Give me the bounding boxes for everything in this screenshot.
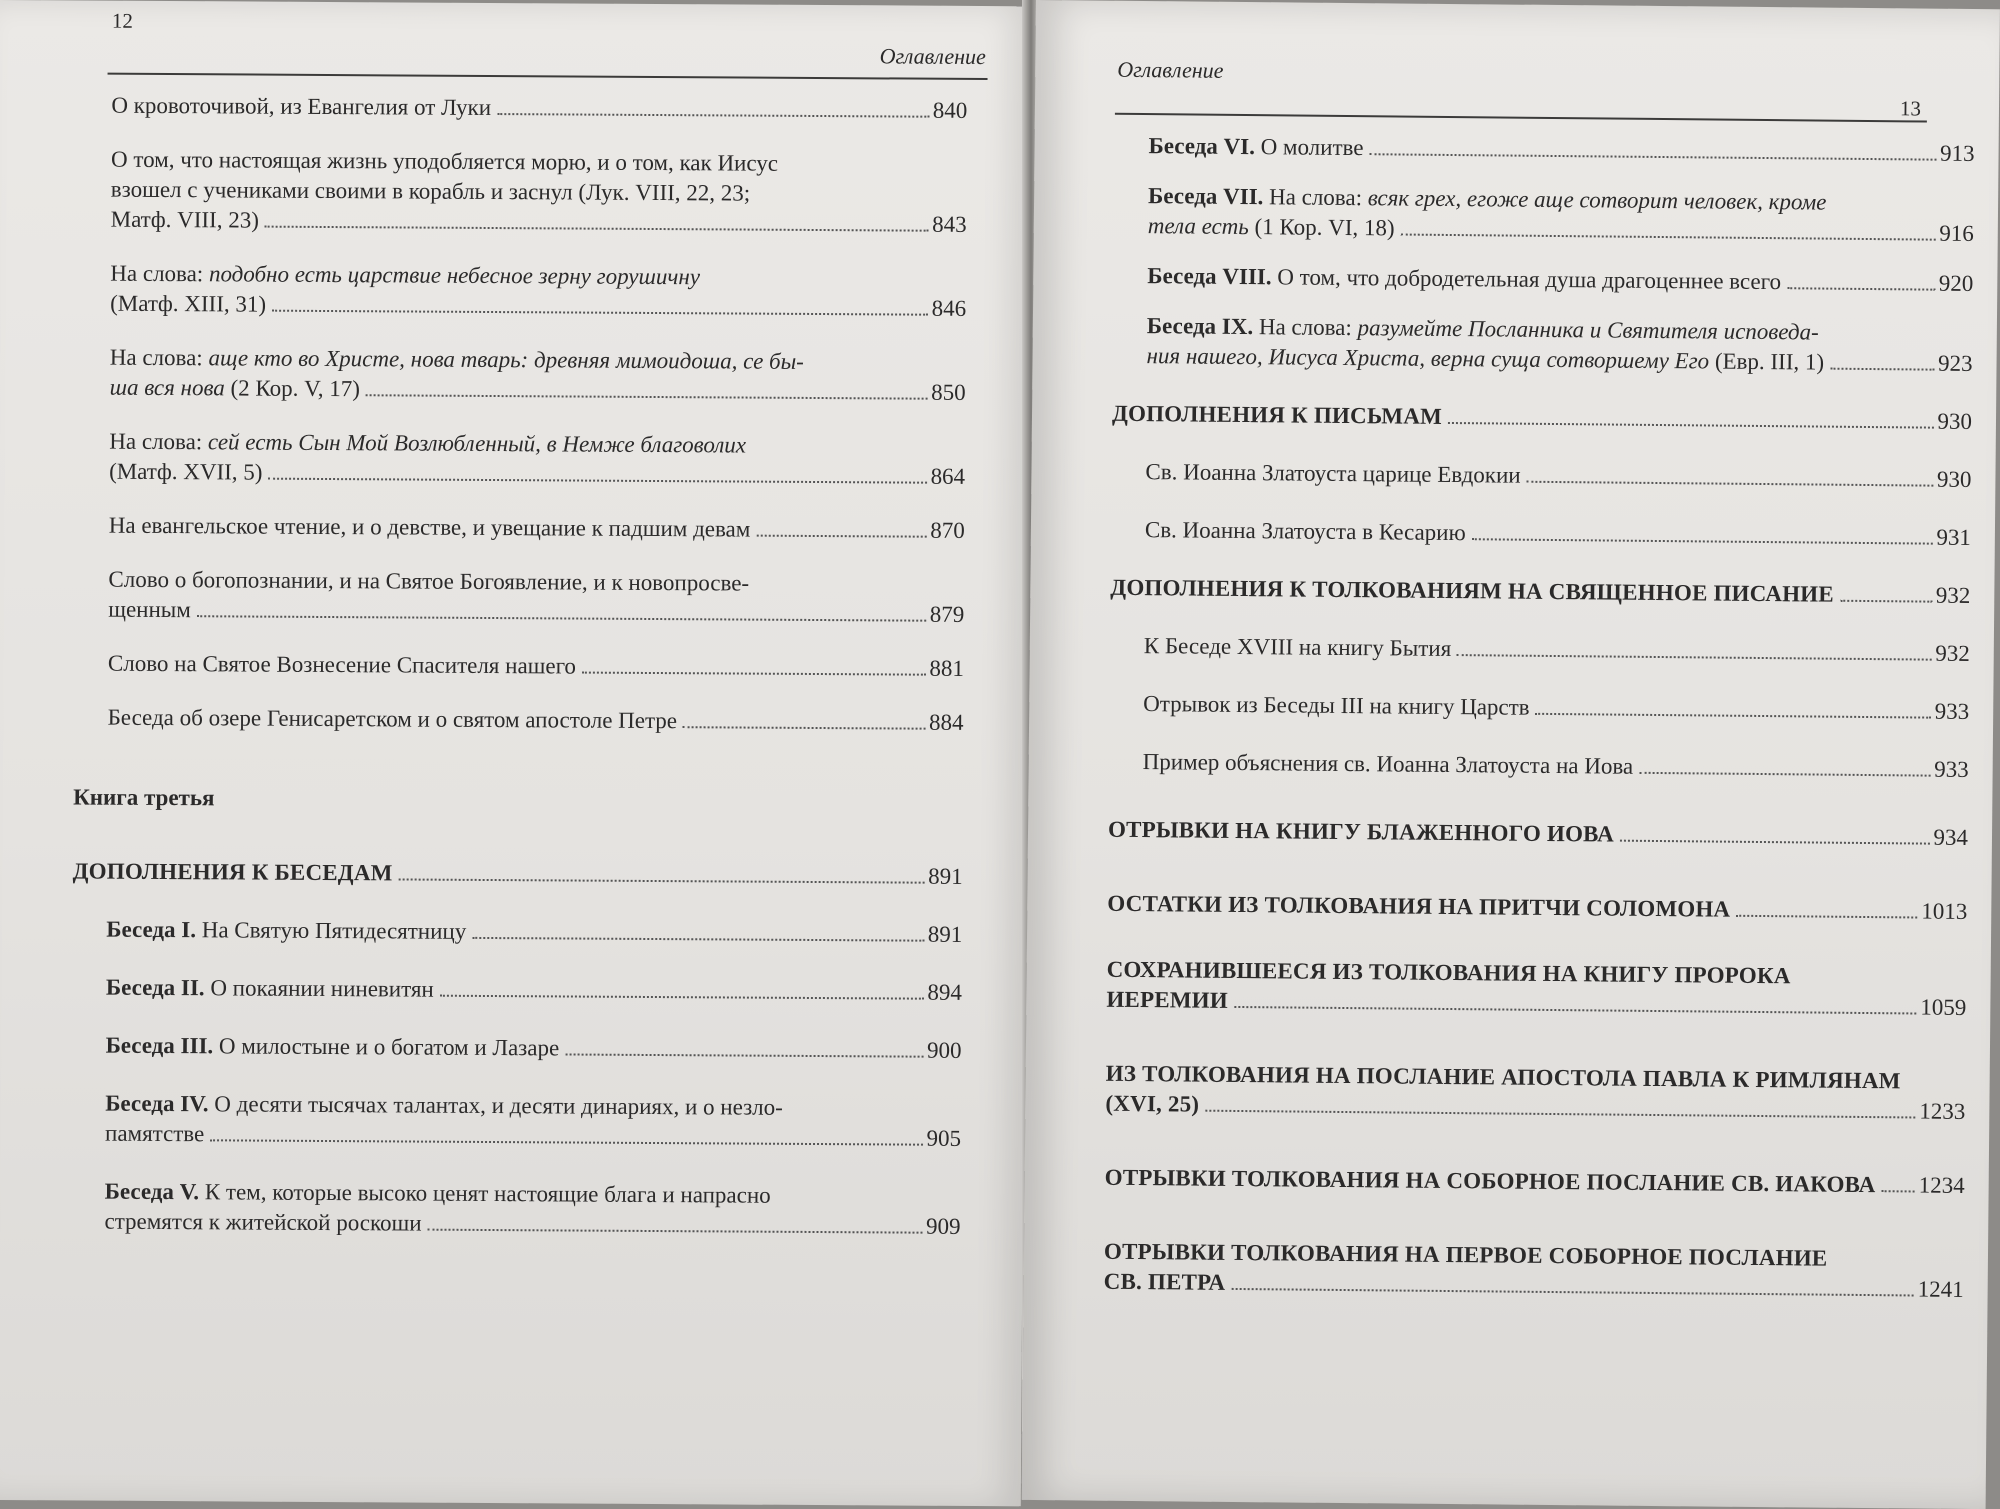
leader-dots: [1205, 1110, 1915, 1119]
entry-page: 884: [929, 709, 964, 735]
entry-prefix: На слова:: [109, 428, 209, 455]
entry-page: 850: [931, 379, 966, 405]
beseda-number: Беседа II.: [105, 974, 205, 1001]
entry-reference: (2 Кор. V, 17): [224, 375, 361, 402]
leader-dots: [683, 726, 925, 729]
entry-title: О том, что добродетельная душа драгоценнее всего: [1271, 264, 1782, 295]
book-heading: Книга третья: [73, 784, 215, 811]
entry-title: О покаянии ниневитян: [204, 975, 434, 1002]
entry-page: 846: [931, 295, 967, 321]
entry-page: 900: [927, 1037, 962, 1063]
leader-dots: [1881, 1190, 1914, 1192]
running-head: Оглавление: [879, 43, 986, 70]
header-rule: [1115, 113, 1927, 123]
toc-entry[interactable]: [1111, 515, 1971, 553]
leader-dots: [1787, 287, 1935, 290]
entry-page: 923: [1937, 350, 1973, 377]
section-title-cont: (XVI, 25): [1105, 1090, 1200, 1117]
leader-dots: [268, 478, 926, 484]
beseda-number: Беседа IX.: [1146, 313, 1254, 340]
section-page: 891: [928, 863, 963, 889]
section-page: 932: [1935, 582, 1971, 608]
toc-section[interactable]: [1107, 889, 1967, 927]
leader-dots: [265, 226, 928, 232]
leader-dots: [428, 1229, 922, 1234]
toc-entry[interactable]: [75, 426, 965, 491]
leader-dots: [1830, 368, 1934, 371]
leader-dots: [1231, 1288, 1913, 1297]
entry-reference: (1 Кор. VI, 18): [1248, 214, 1395, 241]
entry-title: На Святую Пятидесятницу: [195, 917, 467, 944]
beseda-number: Беседа VI.: [1148, 133, 1256, 160]
entry-prefix: На слова:: [110, 260, 210, 287]
entry-page: 840: [932, 97, 968, 123]
entry-title-cont: памятстве: [105, 1120, 205, 1147]
entry-page: 913: [1939, 140, 1975, 167]
entry-quote: разумейте Посланника и Святителя исповеда-: [1357, 315, 1819, 345]
leader-dots: [565, 1053, 923, 1057]
entry-reference: (Евр. III, 1): [1709, 348, 1825, 375]
leader-dots: [1472, 538, 1933, 544]
section-title: ИЗ ТОЛКОВАНИЯ НА ПОСЛАНИЕ АПОСТОЛА ПАВЛА К РИМЛЯНАМ: [1105, 1060, 1901, 1094]
toc-section[interactable]: [1112, 399, 1972, 437]
beseda-number: Беседа III.: [105, 1032, 214, 1059]
entry-title-cont: взошел с учениками своими в корабль и заснул (Лук. VIII, 22, 23;: [110, 176, 751, 206]
entry-page: 930: [1936, 466, 1972, 493]
leader-dots: [1457, 654, 1931, 661]
toc-section[interactable]: [1108, 815, 1968, 853]
section-page: 1013: [1921, 898, 1968, 924]
toc-section[interactable]: [1104, 1237, 1965, 1305]
toc-section[interactable]: [1105, 1059, 1966, 1127]
section-page: 934: [1933, 824, 1969, 850]
entry-quote: аще кто во Христе, нова тварь: древняя мимоидоша, се бы-: [208, 345, 804, 374]
leader-dots: [1234, 1006, 1916, 1015]
entry-title: О милостыне и о богатом и Лазаре: [213, 1033, 560, 1061]
section-title: ОСТАТКИ ИЗ ТОЛКОВАНИЯ НА ПРИТЧИ СОЛОМОНА: [1107, 890, 1731, 922]
leader-dots: [1736, 915, 1917, 919]
leader-dots: [210, 1139, 922, 1145]
entry-reference: (Матф. XVII, 5): [109, 458, 263, 485]
toc-entry[interactable]: [1111, 457, 1971, 495]
leader-dots: [366, 394, 927, 399]
toc-entry[interactable]: [77, 90, 967, 125]
entry-title-cont: щенным: [108, 596, 191, 623]
leader-dots: [1369, 153, 1936, 160]
entry-quote-cont: ния нашего, Иисуса Христа, верна суща сотворшему Его: [1146, 343, 1710, 374]
entry-title: Св. Иоанна Златоуста царице Евдокии: [1145, 459, 1521, 488]
header-rule: [108, 73, 988, 80]
section-page: 1059: [1920, 994, 1967, 1020]
toc-entry[interactable]: [1110, 631, 1970, 669]
entry-title: О молитве: [1254, 134, 1364, 161]
entry-page: 933: [1934, 756, 1969, 782]
page-number: 12: [111, 8, 133, 33]
toc-entry[interactable]: [75, 510, 965, 545]
leader-dots: [272, 310, 928, 316]
entry-title: Слово на Святое Вознесение Спасителя нашего: [107, 650, 577, 679]
entry-title: Пример объяснения св. Иоанна Златоуста на Иова: [1142, 749, 1634, 779]
leader-dots: [1448, 422, 1933, 429]
toc-entry[interactable]: [72, 914, 962, 949]
leader-dots: [399, 878, 925, 883]
entry-title: Отрывок из Беседы III на книгу Царств: [1143, 691, 1530, 720]
leader-dots: [1639, 772, 1930, 777]
beseda-number: Беседа I.: [106, 916, 197, 943]
entry-prefix: На слова:: [1263, 184, 1368, 211]
toc-entry[interactable]: [74, 564, 964, 629]
entry-page: 932: [1935, 640, 1970, 666]
toc-entry[interactable]: [76, 258, 966, 323]
section-title-cont: СВ. ПЕТРА: [1103, 1268, 1226, 1295]
toc-entry[interactable]: [74, 648, 964, 683]
entry-page: 864: [930, 463, 966, 489]
toc-entry[interactable]: [72, 972, 962, 1007]
entry-page: 879: [929, 601, 965, 627]
entry-title: О десяти тысячах талантах, и десяти динариях, и о незло-: [208, 1091, 783, 1120]
entry-page: 909: [925, 1213, 961, 1239]
entry-quote: сей есть Сын Мой Возлюбленный, в Немже благоволих: [207, 429, 747, 458]
leader-dots: [582, 672, 925, 676]
entry-title: О кровоточивой, из Евангелия от Луки: [111, 92, 492, 121]
section-page: 1233: [1919, 1098, 1966, 1124]
toc-entry[interactable]: [72, 1030, 962, 1065]
toc-section[interactable]: [73, 856, 963, 891]
section-title: ОТРЫВКИ ТОЛКОВАНИЯ НА ПЕРВОЕ СОБОРНОЕ ПОСЛАНИЕ: [1103, 1238, 1828, 1271]
toc-entry[interactable]: [1109, 747, 1969, 785]
entry-title: Слово о богопознании, и на Святое Богоявление, и к новопросве-: [108, 566, 750, 596]
section-title: ДОПОЛНЕНИЯ К БЕСЕДАМ: [72, 858, 393, 886]
right-page: [1022, 0, 2000, 1509]
section-title: ДОПОЛНЕНИЯ К ПИСЬМАМ: [1111, 400, 1443, 429]
leader-dots: [1840, 600, 1932, 603]
entry-page: 881: [929, 655, 965, 681]
leader-dots: [1620, 840, 1929, 845]
toc-entry[interactable]: [70, 1176, 960, 1241]
entry-page: 916: [1939, 220, 1974, 247]
section-page: 1241: [1917, 1276, 1964, 1302]
entry-page: 931: [1936, 524, 1972, 550]
entry-quote-cont: ша вся нова: [109, 374, 225, 401]
entry-prefix: На слова:: [109, 344, 209, 371]
entry-page: 933: [1934, 698, 1970, 724]
entry-title-cont: стремятся к житейской роскоши: [104, 1208, 422, 1236]
leader-dots: [472, 937, 924, 942]
beseda-number: Беседа VII.: [1148, 183, 1264, 210]
section-title: СОХРАНИВШЕЕСЯ ИЗ ТОЛКОВАНИЯ НА КНИГУ ПРОРОКА: [1106, 956, 1791, 989]
section-page: 930: [1937, 408, 1973, 435]
toc-entry[interactable]: [1114, 131, 1974, 169]
toc-entry[interactable]: [1109, 689, 1969, 727]
entry-page: 891: [927, 921, 963, 947]
toc-section[interactable]: [1105, 1163, 1965, 1201]
entry-title: К тем, которые высоко ценят настоящие блага и напрасно: [199, 1179, 771, 1208]
section-title: ДОПОЛНЕНИЯ К ТОЛКОВАНИЯМ НА СВЯЩЕННОЕ ПИСАНИЕ: [1110, 574, 1835, 607]
entry-quote: подобно есть царствие небесное зерну горушичну: [208, 261, 701, 290]
leader-dots: [1536, 713, 1931, 719]
entry-title: Св. Иоанна Златоуста в Кесарию: [1144, 517, 1466, 546]
toc-entry[interactable]: [1114, 181, 1975, 249]
entry-quote-cont: тела есть: [1147, 213, 1249, 240]
leader-dots: [1401, 234, 1936, 241]
entry-reference: (Матф. XIII, 31): [110, 290, 267, 317]
leader-dots: [197, 615, 926, 621]
page-number: 13: [1899, 96, 1922, 121]
entry-title: К Беседе XVIII на книгу Бытия: [1143, 633, 1452, 662]
section-page: 1234: [1918, 1172, 1965, 1198]
toc-entry[interactable]: [71, 1088, 961, 1153]
toc-entry[interactable]: [77, 144, 968, 239]
section-title: ОТРЫВКИ ТОЛКОВАНИЯ НА СОБОРНОЕ ПОСЛАНИЕ СВ. ИАКОВА: [1104, 1164, 1876, 1198]
entry-page: 870: [930, 517, 965, 543]
toc-left: [70, 90, 967, 1241]
toc-entry[interactable]: [1113, 261, 1973, 299]
section-title-cont: ИЕРЕМИИ: [1106, 986, 1229, 1013]
leader-dots: [497, 113, 929, 118]
toc-entry[interactable]: [76, 342, 966, 407]
toc-entry[interactable]: [1112, 311, 1973, 379]
leader-dots: [1527, 481, 1933, 487]
entry-title: На евангельское чтение, и о девстве, и увещание к падшим девам: [108, 512, 751, 542]
beseda-number: Беседа VIII.: [1147, 263, 1272, 290]
toc-section[interactable]: [1106, 955, 1967, 1023]
entry-title-cont: Матф. VIII, 23): [110, 206, 260, 233]
entry-page: 843: [932, 211, 967, 237]
toc-entry[interactable]: [74, 702, 964, 737]
leader-dots: [440, 995, 924, 1000]
entry-title: О том, что настоящая жизнь уподобляется морю, и о том, как Иисус: [110, 146, 779, 176]
leader-dots: [756, 535, 926, 538]
beseda-number: Беседа V.: [104, 1178, 200, 1205]
section-title: ОТРЫВКИ НА КНИГУ БЛАЖЕННОГО ИОВА: [1107, 816, 1615, 847]
entry-prefix: На слова:: [1253, 314, 1358, 341]
running-head: Оглавление: [1117, 56, 1224, 83]
entry-title: Беседа об озере Генисаретском и о святом апостоле Петре: [107, 704, 678, 734]
beseda-number: Беседа IV.: [105, 1090, 209, 1117]
entry-page: 920: [1938, 270, 1974, 297]
toc-right: [1104, 131, 1975, 1305]
entry-quote: всяк грех, егоже аще сотворит человек, кроме: [1367, 185, 1827, 215]
entry-page: 894: [927, 979, 963, 1005]
toc-section[interactable]: [1110, 573, 1970, 611]
entry-page: 905: [926, 1125, 962, 1151]
